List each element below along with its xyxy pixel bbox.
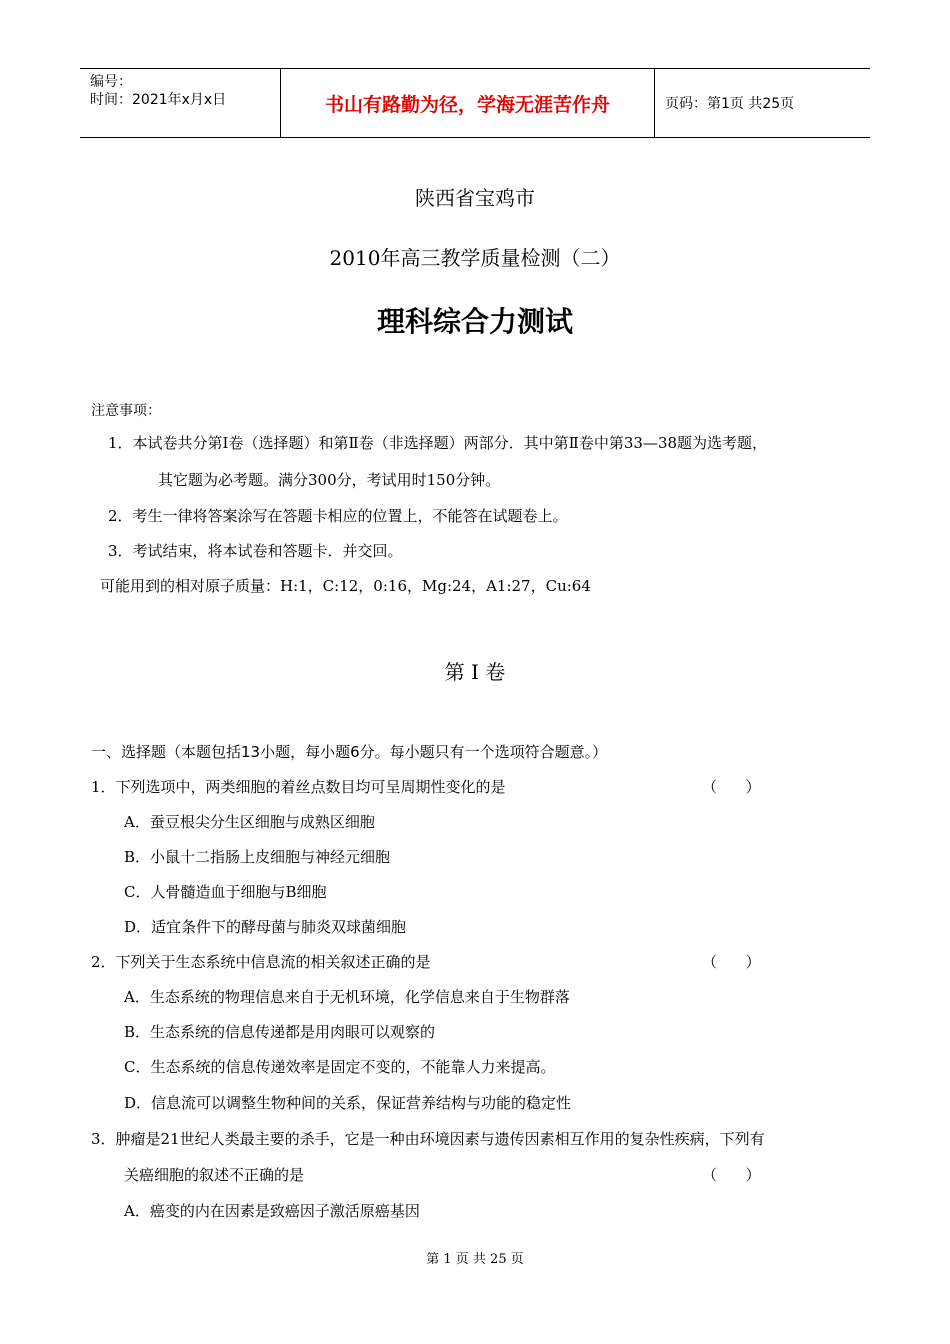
header-meta [80,69,281,137]
title-main: 理科综合力测试 [376,305,573,338]
question-1-option-d: D．适宜条件下的酵母菌与肺炎双球菌细胞 [124,918,407,936]
time-label: 时间：2021年x月x日 [90,92,227,108]
notes-item-1-cont: 其它题为必考题。满分300分，考试用时150分钟。 [158,471,501,489]
notes-heading: 注意事项： [91,403,161,419]
notes-item-3: 3．考试结束，将本试卷和答题卡．并交回。 [108,542,403,560]
question-2-option-d: D．信息流可以调整生物种间的关系，保证营养结构与功能的稳定性 [124,1094,572,1112]
question-1-option-c: C．人骨髓造血于细胞与B细胞 [124,883,327,901]
header-motto: 书山有路勤为径，学海无涯苦作舟 [281,69,655,137]
answer-paren: （ ） [702,953,761,971]
answer-paren: （ ） [702,1166,761,1184]
question-1-stem: 1．下列选项中，两类细胞的着丝点数目均可呈周期性变化的是 [91,778,506,796]
page-header [80,68,870,138]
notes-item-2: 2．考生一律将答案涂写在答题卡相应的位置上，不能答在试题卷上。 [108,507,568,525]
question-2-option-c: C．生态系统的信息传递效率是固定不变的，不能靠人力来提高。 [124,1058,556,1076]
page-footer: 第 1 页 共 25 页 [426,1252,524,1267]
question-1-option-b: B．小鼠十二指肠上皮细胞与神经元细胞 [124,848,391,866]
question-2-option-a: A．生态系统的物理信息来自于无机环境，化学信息来自于生物群落 [124,988,570,1006]
question-3-stem-cont: 关癌细胞的叙述不正确的是 [124,1166,305,1184]
answer-paren: （ ） [702,778,761,796]
header-page-info: 页码：第1页 共25页 [665,96,795,112]
question-3-stem: 3．肿瘤是21世纪人类最主要的杀手，它是一种由环境因素与遗传因素相互作用的复杂性疾病，下列有 [91,1130,765,1148]
atomic-masses: 可能用到的相对原子质量：H:1，C:12，0:16，Mg:24，A1:27，Cu:64 [100,577,591,595]
question-1-option-a: A．蚕豆根尖分生区细胞与成熟区细胞 [124,813,375,831]
title-region: 陕西省宝鸡市 [415,186,535,210]
volume-title: 第 Ⅰ 卷 [444,660,506,684]
question-3-option-a: A．癌变的内在因素是致癌因子激活原癌基因 [124,1202,420,1220]
question-2-stem: 2．下列关于生态系统中信息流的相关叙述正确的是 [91,953,431,971]
section-heading: 一、选择题（本题包括13小题，每小题6分。每小题只有一个选项符合题意。） [91,743,608,761]
notes-item-1: 1．本试卷共分第Ⅰ卷（选择题）和第Ⅱ卷（非选择题）两部分．其中第Ⅱ卷中第33—38题为选考题， [108,434,768,452]
question-2-option-b: B．生态系统的信息传递都是用肉眼可以观察的 [124,1023,436,1041]
title-exam: 2010年高三教学质量检测（二） [329,246,621,270]
serial-label: 编号： [90,74,132,90]
